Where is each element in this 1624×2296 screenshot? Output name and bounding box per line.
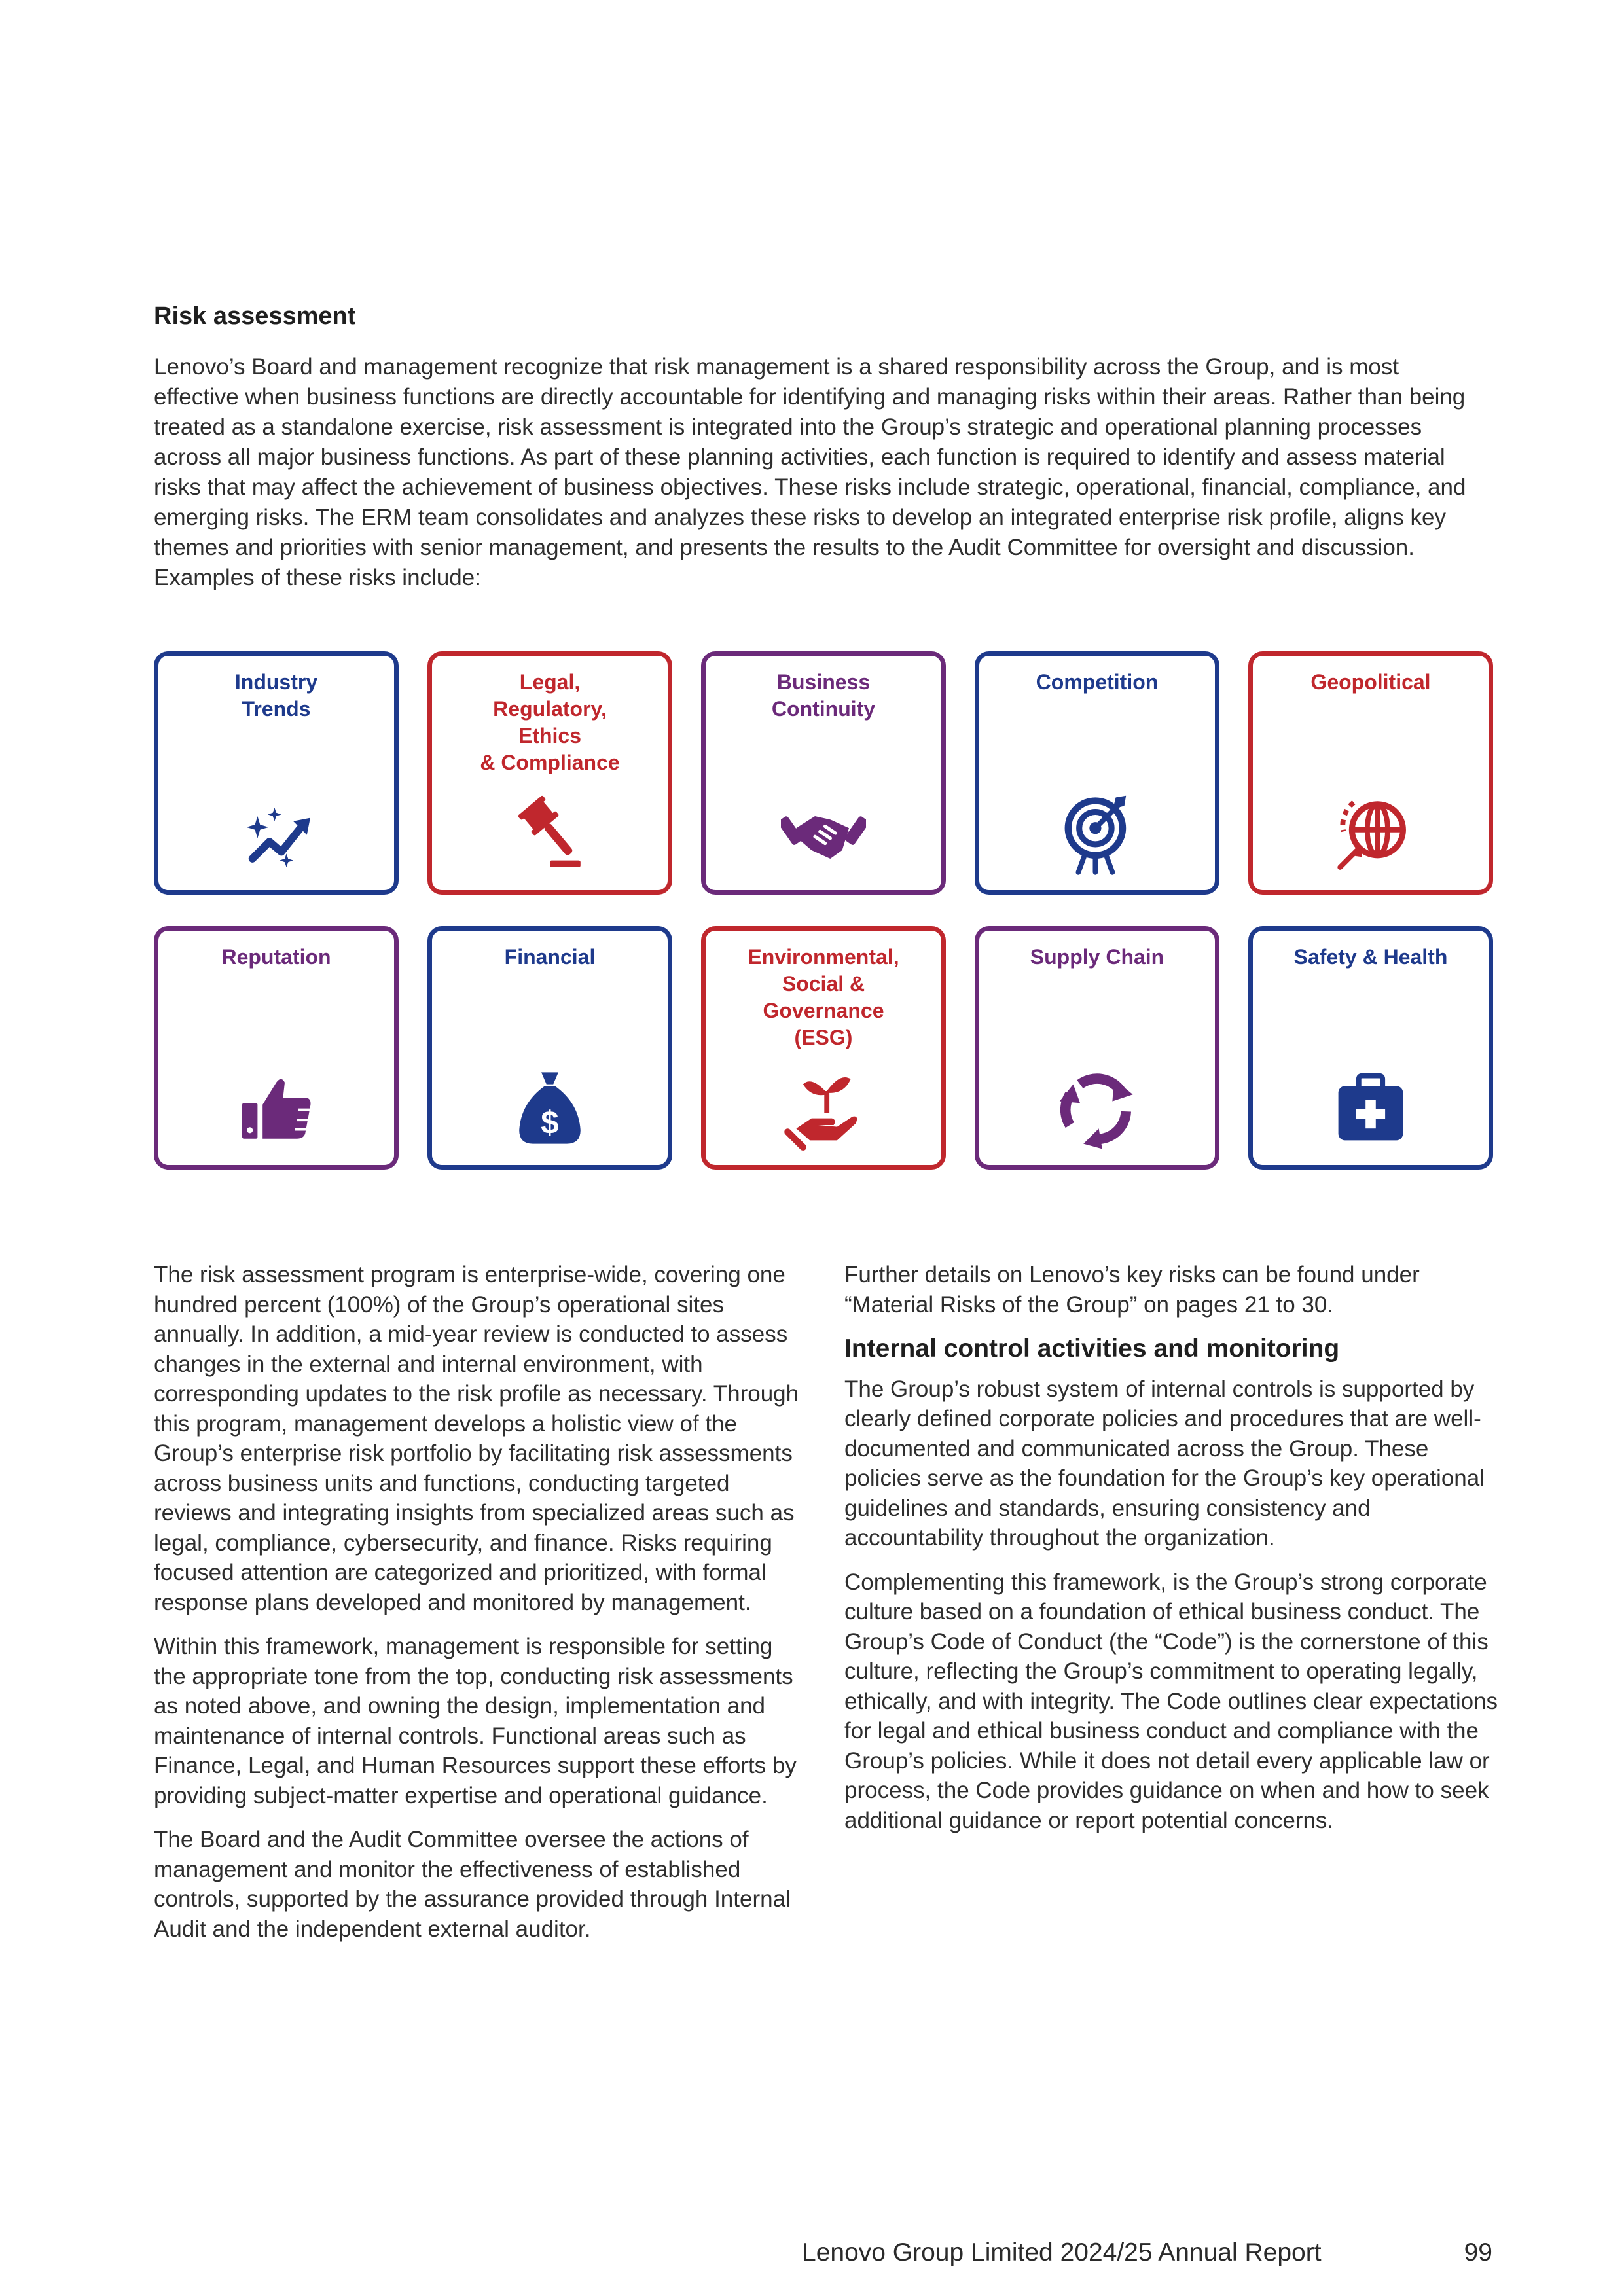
cycle-arrows-icon xyxy=(1055,1066,1140,1151)
risk-tile-financial xyxy=(427,926,672,1170)
risk-label: Legal, Regulatory, Ethics & Compliance xyxy=(480,670,620,774)
report-title: Lenovo Group Limited 2024/25 Annual Report xyxy=(802,2238,1322,2267)
globe-arrow-icon xyxy=(1328,791,1413,876)
svg-text:$: $ xyxy=(541,1105,559,1141)
paragraph: The Group’s robust system of internal controls is supported by clearly defined corporate policies and procedures that are well-documented and communicated across the Group. These policies serve as the foundation for the Group’s key operational guidelines and standards, ensuring consistency and accountability throughout the organization. xyxy=(844,1376,1485,1551)
risk-label: Competition xyxy=(1036,670,1159,694)
risk-label: Supply Chain xyxy=(1030,945,1164,969)
risk-tile-geopolitical xyxy=(1248,651,1493,895)
handshake-icon xyxy=(781,791,866,876)
paragraph: Further details on Lenovo’s key risks can be found under “Material Risks of the Group” on pages 21 to 30. xyxy=(844,1262,1420,1318)
subsection-heading: Internal control activities and monitoring xyxy=(844,1335,1340,1363)
risk-tile-reputation xyxy=(154,926,399,1170)
risk-tile-esg xyxy=(701,926,946,1170)
risk-label: Financial xyxy=(504,945,596,969)
right-column xyxy=(844,1260,1499,1850)
risk-tile-legal xyxy=(427,651,672,895)
risk-tile-supply-chain xyxy=(975,926,1219,1170)
money-bag-icon xyxy=(507,1066,592,1151)
paragraph: Within this framework, management is responsible for setting the appropriate tone from the top, conducting risk assessments as noted above, and owning the design, implementation and maintenance of internal controls. Functional areas such as Finance, Legal, and Human Resources support these efforts by providing subject-matter expertise and operational guidance. xyxy=(154,1634,797,1808)
thumbs-up-icon xyxy=(234,1066,319,1151)
risk-label: Safety & Health xyxy=(1293,945,1448,969)
risk-tile-competition xyxy=(975,651,1219,895)
risk-label: Business Continuity xyxy=(771,670,876,721)
risk-label: Reputation xyxy=(221,945,331,969)
risk-grid xyxy=(154,651,1492,1175)
section-title: Risk assessment xyxy=(154,302,356,330)
risk-tile-safety-health xyxy=(1248,926,1493,1170)
sprout-hand-icon xyxy=(781,1066,866,1151)
risk-tile-business-continuity xyxy=(701,651,946,895)
page-number: 99 xyxy=(1464,2238,1492,2267)
risk-label: Geopolitical xyxy=(1310,670,1431,694)
risk-tile-industry-trends xyxy=(154,651,399,895)
risk-label: Environmental, Social & Governance (ESG) xyxy=(748,945,899,1049)
intro-paragraph: Lenovo’s Board and management recognize that risk management is a shared responsibility across the Group, and is most effective when business functions are directly accountable for identifying and managing risks within their areas. Rather than being treated as a standalone exercise, risk assessment is integrated into the Group’s strategic and operational planning processes across all major business functions. As part of these planning activities, each function is required to identify and assess material risks that may affect the achievement of business objectives. These risks include strategic, operational, financial, compliance, and emerging risks. The ERM team consolidates and analyzes these risks to develop an integrated enterprise risk profile, aligns key themes and priorities with senior management, and presents the results to the Audit Committee for oversight and discussion. Examples of these risks include: xyxy=(154,354,1466,590)
paragraph: The Board and the Audit Committee oversee the actions of management and monitor the effectiveness of established controls, supported by the assurance provided through Internal Audit and the independent external auditor. xyxy=(154,1827,791,1942)
trend-sparkle-icon xyxy=(234,791,319,876)
target-icon xyxy=(1055,791,1140,876)
paragraph: Complementing this framework, is the Group’s strong corporate culture based on a foundation of ethical business conduct. The Group’s Code of Conduct (the “Code”) is the cornerstone of this culture, reflecting the Group’s commitment to operating legally, ethically, and with integrity. The Code outlines clear expectations for legal and ethical business conduct and compliance with the Group’s policies. While it does not detail every applicable law or process, the Code provides guidance on when and how to seek additional guidance or report potential concerns. xyxy=(844,1569,1498,1833)
gavel-icon xyxy=(507,791,592,876)
paragraph: The risk assessment program is enterprise-wide, covering one hundred percent (100%) of the Group’s operational sites annually. In addition, a mid-year review is conducted to assess changes in the external and internal environment, with corresponding updates to the risk profile as necessary. Through this program, management develops a holistic view of the Group’s enterprise risk portfolio by facilitating risk assessments across business units and functions, conducting targeted reviews and integrating insights from specialized areas such as legal, compliance, cybersecurity, and finance. Risks requiring focused attention are categorized and prioritized, with formal response plans developed and monitored by management. xyxy=(154,1262,799,1615)
first-aid-kit-icon xyxy=(1328,1066,1413,1151)
risk-label: Industry Trends xyxy=(234,670,318,721)
left-column xyxy=(154,1260,808,1958)
